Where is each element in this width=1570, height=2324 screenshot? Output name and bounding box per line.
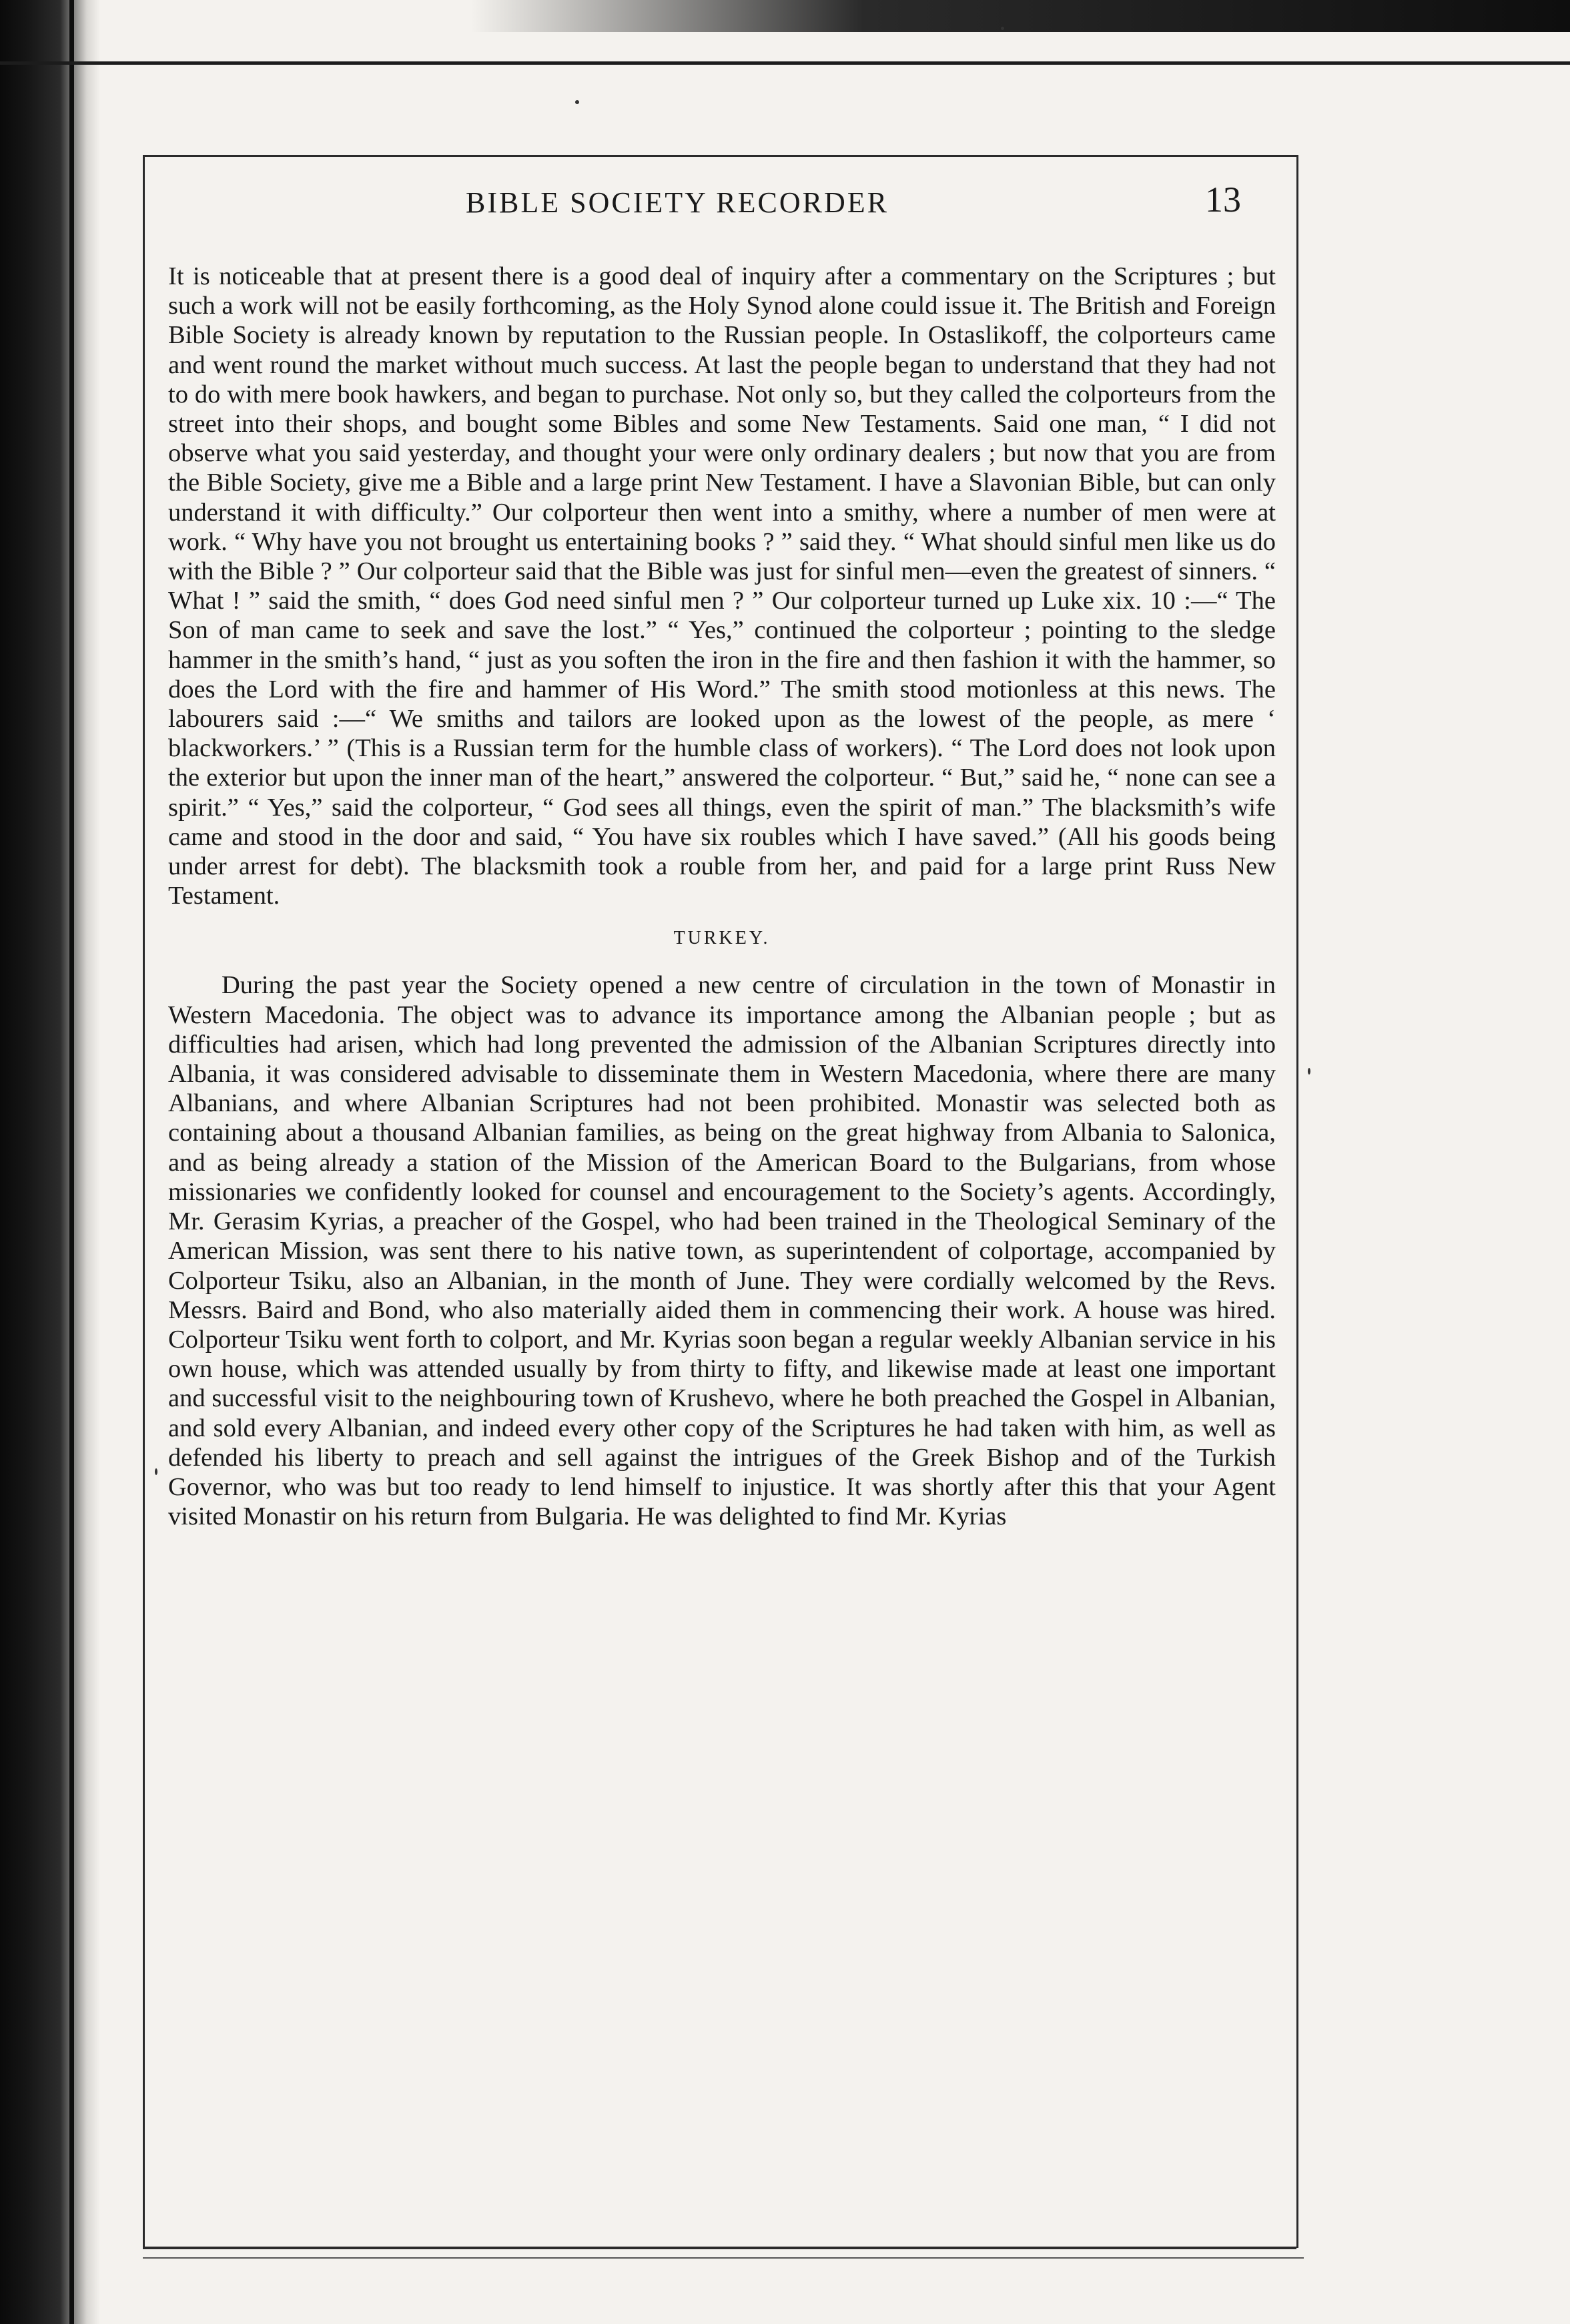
scan-speck	[1001, 27, 1004, 30]
page-frame-top-rule	[143, 155, 1296, 157]
scan-binding-edge	[0, 0, 100, 2324]
scan-speck	[575, 100, 579, 104]
page-frame-bottom-thin-rule	[143, 2257, 1304, 2259]
section-heading-turkey: TURKEY.	[673, 928, 771, 949]
scan-speck	[1308, 1068, 1310, 1075]
article-body	[168, 262, 1276, 1531]
scan-top-band	[0, 0, 1570, 32]
running-head	[167, 179, 1288, 232]
paragraph-turkey: During the past year the Society opened a new centre of circulation in the town of Monastir in Western Macedonia. The object was to advance its importance among the Albanian people ; but as difficulties had arisen, which had long prevented the admission of the Albanian Scriptures directly into Albania, it was considered advisable to disseminate them in Western Macedonia, where there are many Albanians, and where Albanian Scriptures had not been prohibited. Monastir was selected both as containing about a thousand Albanian families, as being on the great highway from Albania to Salonica, and as being already a station of the Mission of the American Board to the Bulgarians, from whose missionaries we confidently looked for counsel and encouragement to the Society’s agents. Accordingly, Mr. Gerasim Kyrias, a preacher of the Gospel, who had been trained in the Theological Seminary of the American Mission, was sent there to his native town, as superintendent of colportage, accompanied by Colporteur Tsiku, also an Albanian, in the month of June. They were cordially welcomed by the Revs. Messrs. Baird and Bond, who also materially aided them in commencing their work. A house was hired. Colporteur Tsiku went forth to colport, and Mr. Kyrias soon began a regular weekly Albanian service in his own house, which was attended usually by from thirty to fifty, and likewise made at least one important and successful visit to the neighbouring town of Krushevo, where he both preached the Gospel in Albanian, and sold every Albanian, and indeed every other copy of the Scriptures he had taken with him, as well as defended his liberty to preach and sell against the intrigues of the Greek Bishop and of the Turkish Governor, who was but too ready to lend himself to injustice. It was shortly after this that your Agent visited Monastir on his return from Bulgaria. He was delighted to find Mr. Kyrias	[168, 971, 1276, 1531]
page-frame-bottom-rule	[143, 2247, 1296, 2249]
scan-spine-line	[69, 0, 74, 2324]
running-title: BIBLE SOCIETY RECORDER	[466, 186, 889, 219]
scan-speck	[155, 1468, 157, 1475]
page-number: 13	[1205, 180, 1241, 220]
scan-top-rule	[0, 61, 1570, 65]
paragraph-russia: It is noticeable that at present there is a good deal of inquiry after a commentary on the Scriptures ; but such a work will not be easily forthcoming, as the Holy Synod alone could issue it. The British and Foreign Bible Society is already known by reputation to the Russian people. In Ostaslikoff, the colporteurs came and went round the market without much success. At last the people began to understand that they had not to do with mere book hawkers, and began to purchase. Not only so, but they called the colporteurs from the street into their shops, and bought some Bibles and some New Testaments. Said one man, “ I did not observe what you said yesterday, and thought your were only ordinary dealers ; but now that you are from the Bible Society, give me a Bible and a large print New Testament. I have a Slavonian Bible, but can only understand it with difficulty.” Our colporteur then went into a smithy, where a number of men were at work. “ Why have you not brought us entertaining books ? ” said they. “ What should sinful men like us do with the Bible ? ” Our colporteur said that the Bible was just for sinful men—even the greatest of sinners. “ What ! ” said the smith, “ does God need sinful men ? ” Our colporteur turned up Luke xix. 10 :—“ The Son of man came to seek and save the lost.” “ Yes,” continued the colporteur ; pointing to the sledge hammer in the smith’s hand, “ just as you soften the iron in the fire and then fashion it with the hammer, so does the Lord with the fire and hammer of His Word.” The smith stood motionless at this news. The labourers said :—“ We smiths and tailors are looked upon as the lowest of the people, as mere ‘ blackworkers.’ ” (This is a Russian term for the humble class of workers). “ The Lord does not look upon the exterior but upon the inner man of the heart,” answered the colporteur. “ But,” said he, “ none can see a spirit.” “ Yes,” said the colporteur, “ God sees all things, even the spirit of man.” The blacksmith’s wife came and stood in the door and said, “ You have six roubles which I have saved.” (All his goods being under arrest for debt). The blacksmith took a rouble from her, and paid for a large print Russ New Testament.	[168, 262, 1276, 910]
